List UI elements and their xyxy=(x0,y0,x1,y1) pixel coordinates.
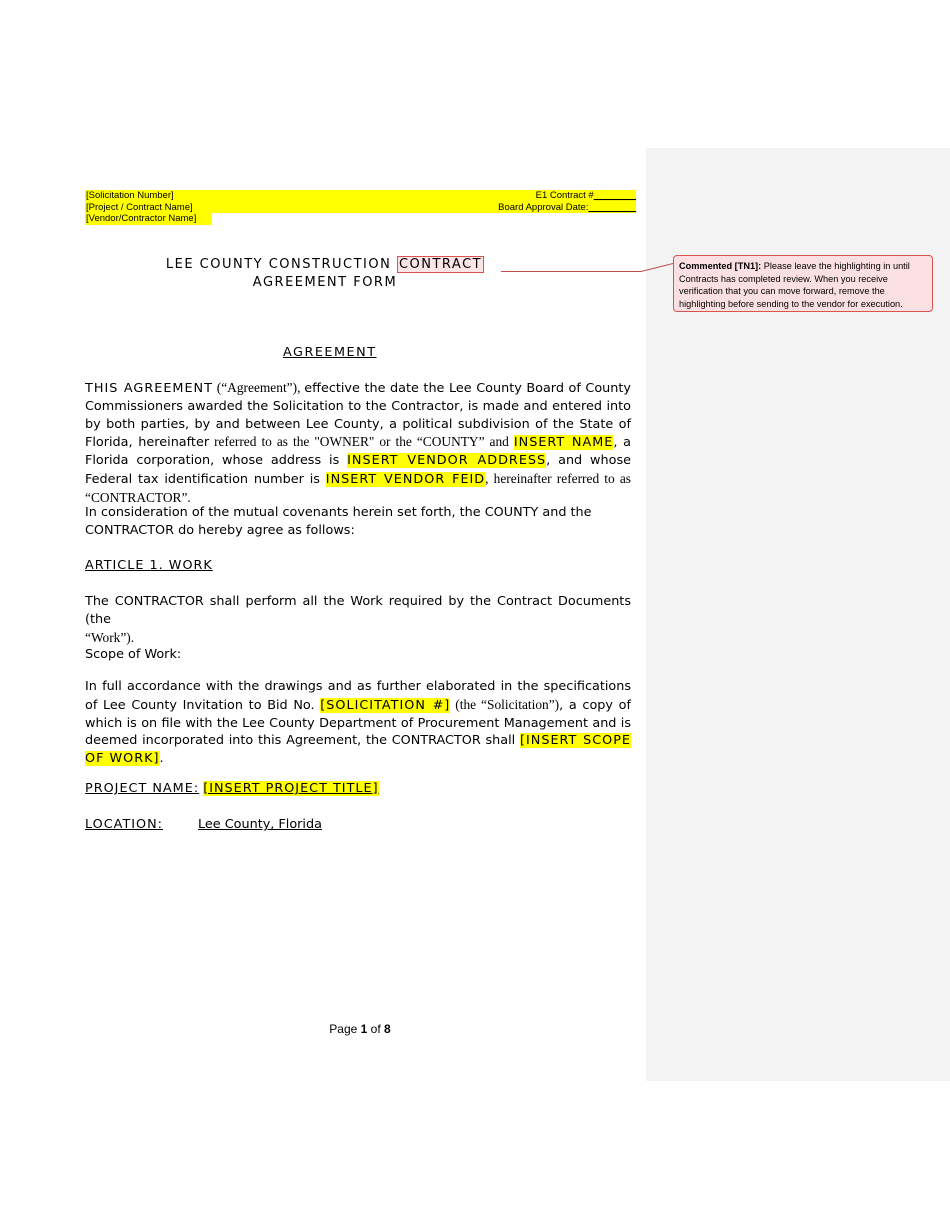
total-pages: 8 xyxy=(384,1022,391,1036)
project-contract-name: [Project / Contract Name] xyxy=(86,201,193,213)
project-name-line xyxy=(85,780,631,798)
commented-text-contract[interactable]: CONTRACT xyxy=(398,257,483,272)
comment-connector xyxy=(501,271,641,272)
vendor-contractor-name: [Vendor/Contractor Name] xyxy=(86,213,197,224)
agreement-paragraph-3: The CONTRACTOR shall perform all the Work required by the Contract Documents (the “Work”). xyxy=(85,594,631,645)
scope-of-work-label: Scope of Work: xyxy=(85,647,182,662)
project-name-label: PROJECT NAME: xyxy=(85,781,200,796)
insert-vendor-address-placeholder: INSERT VENDOR ADDRESS xyxy=(347,453,547,469)
article-1-heading: ARTICLE 1. WORK xyxy=(85,558,213,573)
header-row-1 xyxy=(85,190,636,202)
solicitation-number: [Solicitation Number] xyxy=(86,190,174,201)
comment-bubble[interactable] xyxy=(673,255,933,312)
location-value: Lee County, Florida xyxy=(198,817,322,832)
insert-name-placeholder: INSERT NAME xyxy=(513,435,614,451)
agreement-paragraph-1: THIS AGREEMENT (“Agreement”), effective the date the Lee County Board of County Commissioners awarded the Solicitation to the Contractor, is made and entered into by both parties, by and between Lee County, a political subdivision of the State of Florida, hereinafter referred to as the "OWNER" or the “COUNTY” and INSERT NAME, a Florida corporation, whose address is INSERT VENDOR ADDRESS, and whose Federal tax identification number is INSERT VENDOR FEID, hereinafter referred to as “CONTRACTOR”. xyxy=(85,380,632,505)
page-footer: Page 1 of 8 xyxy=(329,1022,391,1036)
agreement-paragraph-4: In full accordance with the drawings and as further elaborated in the specifications of Lee County Invitation to Bid No. [SOLICITATION #] (the “Solicitation”), a copy of which is on file with the Lee County Department of Procurement Management and is deemed incorporated into this Agreement, the CONTRACTOR shall [INSERT SCOPE OF WORK]. xyxy=(85,679,632,767)
document-title-line-2: AGREEMENT FORM xyxy=(252,275,398,290)
location-line xyxy=(85,816,631,834)
document-title-line-1: LEE COUNTY CONSTRUCTION CONTRACT xyxy=(165,257,483,272)
board-approval-date: Board Approval Date:_________ xyxy=(498,201,636,213)
header-row-3 xyxy=(85,213,212,225)
solicitation-number-placeholder: [SOLICITATION #] xyxy=(320,697,451,713)
header-row-2 xyxy=(85,202,636,214)
e1-contract: E1 Contract #________ xyxy=(535,190,636,201)
location-label: LOCATION: xyxy=(85,817,163,832)
comment-author: Commented [TN1]: xyxy=(679,261,762,271)
current-page: 1 xyxy=(360,1022,368,1036)
project-title-placeholder: [INSERT PROJECT TITLE] xyxy=(203,781,379,796)
insert-scope-of-work-placeholder: [INSERT SCOPE OF WORK] xyxy=(85,733,631,767)
insert-vendor-feid-placeholder: INSERT VENDOR FEID xyxy=(325,471,486,487)
agreement-paragraph-2: In consideration of the mutual covenants herein set forth, the COUNTY and the CONTRACTOR do hereby agree as follows: xyxy=(85,505,592,538)
agreement-heading: AGREEMENT xyxy=(283,345,377,360)
comment-text: Please leave the highlighting in until Contracts has completed review. When you receive verification that you can move forward, remove the highlighting before sending to the vendor for execution. xyxy=(679,261,910,309)
